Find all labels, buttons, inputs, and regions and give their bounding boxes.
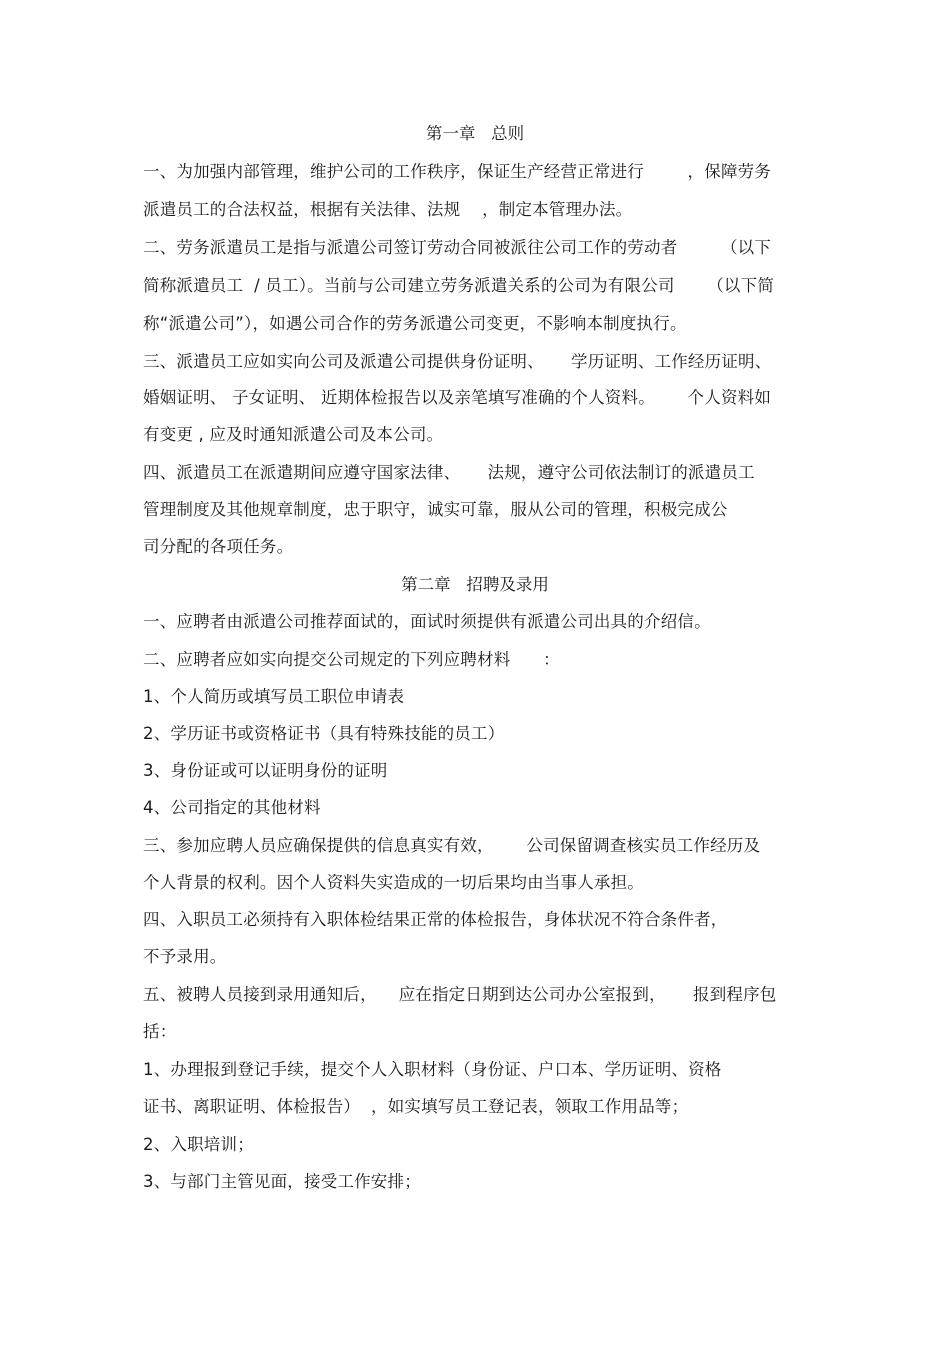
chapter-1-line: 一、为加强内部管理，维护公司的工作秩序，保证生产经营正常进行 ，保障劳务 (143, 162, 772, 181)
chapter-1-line: 司分配的各项任务。 (143, 537, 294, 556)
chapter-2-line: 二、应聘者应如实向提交公司规定的下列应聘材料 ： (143, 650, 560, 669)
chapter-1-line: 称“派遣公司”），如遇公司合作的劳务派遣公司变更，不影响本制度执行。 (143, 314, 687, 333)
chapter-1-line: 管理制度及其他规章制度，忠于职守，诚实可靠，服从公司的管理，积极完成公 (143, 500, 728, 519)
chapter-2-line: 括： (143, 1022, 177, 1041)
chapter-2-line: 四、入职员工必须持有入职体检结果正常的体检报告，身体状况不符合条件者， (143, 910, 728, 929)
chapter-1-line: 二、劳务派遣员工是指与派遣公司签订劳动合同被派往公司工作的劳动者 （以下 (143, 238, 772, 257)
chapter-1-line: 简称派遣员工 / 员工）。当前与公司建立劳务派遣关系的公司为有限公司 （以下简 (143, 276, 775, 295)
chapter-1-line: 婚姻证明、 子女证明、 近期体检报告以及亲笔填写准确的个人资料。 个人资料如 (143, 388, 772, 407)
chapter-1-line: 四、派遣员工在派遣期间应遵守国家法律、 法规，遵守公司依法制订的派遣员工 (143, 463, 755, 482)
chapter-2-line: 不予录用。 (143, 947, 227, 966)
chapter-2-line: 个人背景的权利。因个人资料失实造成的一切后果均由当事人承担。 (143, 873, 644, 892)
chapter-2-line: 4、公司指定的其他材料 (143, 798, 321, 817)
chapter-2-line: 3、与部门主管见面，接受工作安排； (143, 1172, 421, 1191)
chapter-2-title: 第二章 招聘及录用 (401, 575, 549, 594)
chapter-2-line: 2、入职培训； (143, 1135, 254, 1154)
chapter-2-line: 2、学历证书或资格证书（具有特殊技能的员工） (143, 724, 505, 743)
chapter-1-line: 三、派遣员工应如实向公司及派遣公司提供身份证明、 学历证明、工作经历证明、 (143, 352, 772, 371)
chapter-2-line: 三、参加应聘人员应确保提供的信息真实有效， 公司保留调查核实员工作经历及 (143, 836, 761, 855)
chapter-2-line: 证书、离职证明、体检报告） ，如实填写员工登记表，领取工作用品等； (143, 1097, 689, 1116)
chapter-2-line: 一、应聘者由派遣公司推荐面试的，面试时须提供有派遣公司出具的介绍信。 (143, 612, 711, 631)
chapter-1-line: 派遣员工的合法权益，根据有关法律、法规 ，制定本管理办法。 (143, 200, 633, 219)
chapter-2-line: 1、办理报到登记手续，提交个人入职材料（身份证、户口本、学历证明、资格 (143, 1060, 722, 1079)
chapter-1-line: 有变更 , 应及时通知派遣公司及本公司。 (143, 425, 444, 444)
chapter-2-line: 3、身份证或可以证明身份的证明 (143, 761, 388, 780)
chapter-1-title: 第一章 总则 (425, 124, 525, 143)
chapter-2-line: 五、被聘人员接到录用通知后， 应在指定日期到达公司办公室报到， 报到程序包 (143, 985, 777, 1004)
chapter-2-line: 1、个人简历或填写员工职位申请表 (143, 687, 405, 706)
